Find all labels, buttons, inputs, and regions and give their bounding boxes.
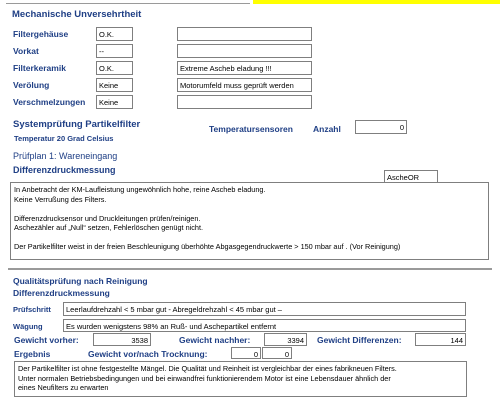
section-title-systempruefung: Systemprüfung Partikelfilter — [13, 119, 141, 130]
section-title-mechanische: Mechanische Unversehrtheit — [12, 9, 142, 20]
notes-line: In Anbetracht der KM-Laufleistung ungewöhnlich hohe, reine Ascheb eladung. — [14, 185, 266, 194]
pruefplan-label: Prüfplan 1: Wareneingang — [13, 151, 118, 161]
value-verschmelzungen[interactable]: Keine — [96, 95, 133, 109]
notes-line: Keine Verrußung des Filters. — [14, 194, 107, 204]
label-vorkat: Vorkat — [13, 46, 39, 56]
code-field[interactable]: AscheOR — [384, 170, 438, 183]
trocknung-nach-field[interactable]: 0 — [262, 347, 292, 359]
label-verschmelzungen: Verschmelzungen — [13, 97, 86, 107]
gewicht-vorher-field[interactable]: 3538 — [93, 333, 151, 346]
pruefschritt-label: Prüfschritt — [13, 305, 51, 314]
temperatursensoren-label: Temperatursensoren — [209, 124, 293, 134]
notes-textarea[interactable] — [10, 182, 489, 260]
gewicht-nachher-label: Gewicht nachher: — [179, 335, 251, 345]
top-highlight-bar — [253, 0, 500, 4]
value-vorkat[interactable]: -- — [96, 44, 133, 58]
section-title-qualitaet: Qualitätsprüfung nach Reinigung — [13, 276, 148, 286]
comment-filterkeramik[interactable]: Extreme Ascheb eladung !!! — [177, 61, 312, 75]
comment-vorkat[interactable] — [177, 44, 312, 58]
ergebnis-label: Ergebnis — [14, 349, 51, 359]
comment-veroelung[interactable]: Motorumfeld muss geprüft werden — [177, 78, 312, 92]
label-filtergehaeuse: Filtergehäuse — [13, 29, 69, 39]
label-filterkeramik: Filterkeramik — [13, 63, 66, 73]
top-left-line — [6, 3, 250, 4]
anzahl-label: Anzahl — [313, 124, 341, 134]
comment-filtergehaeuse[interactable] — [177, 27, 312, 41]
section-separator — [8, 268, 492, 270]
trocknung-vor-field[interactable]: 0 — [231, 347, 261, 359]
notes-line: Aschezähler auf „Null“ setzen, Fehlerlöschen genügt nicht. — [14, 223, 204, 232]
comment-verschmelzungen[interactable] — [177, 95, 312, 109]
label-veroelung: Verölung — [13, 80, 50, 90]
gewicht-nachher-field[interactable]: 3394 — [264, 333, 307, 346]
result-line: Unter normalen Betriebsbedingungen und bei einwandfrei funktionierendem Motor ist eine Lebensdauer ähnlich der — [18, 373, 391, 383]
value-veroelung[interactable]: Keine — [96, 78, 133, 92]
result-textarea[interactable] — [14, 361, 467, 397]
pruefschritt-field[interactable]: Leerlaufdrehzahl < 5 mbar gut - Abregeldrehzahl < 45 mbar gut – — [63, 302, 466, 316]
notes-line — [14, 204, 485, 214]
gewicht-vorher-label: Gewicht vorher: — [14, 335, 79, 345]
notes-line — [14, 233, 485, 243]
anzahl-field[interactable]: 0 — [355, 120, 407, 134]
quality-differenzdruck-title: Differenzdruckmessung — [13, 288, 110, 298]
waegung-label: Wägung — [13, 322, 43, 331]
gewicht-differenzen-field[interactable]: 144 — [415, 333, 466, 346]
notes-line: Differenzdrucksensor und Druckleitungen prüfen/reinigen. — [14, 213, 201, 223]
differenzdruck-title: Differenzdruckmessung — [13, 165, 116, 175]
waegung-field[interactable]: Es wurden wenigstens 98% an Ruß- und Aschepartikel entfernt — [63, 319, 466, 332]
result-line: eines Neufilters zu erwarten — [18, 383, 109, 392]
value-filterkeramik[interactable]: O.K. — [96, 61, 133, 75]
temperature-subtitle: Temperatur 20 Grad Celsius — [14, 134, 114, 143]
result-line: Der Partikelfilter ist ohne festgestellte Mängel. Die Qualität und Reinheit ist vergleichbar der eines fabrikneuen Filters. — [18, 364, 397, 373]
gewicht-differenzen-label: Gewicht Differenzen: — [317, 335, 402, 345]
value-filtergehaeuse[interactable]: O.K. — [96, 27, 133, 41]
notes-line: Der Partikelfilter weist in der freien Beschleunigung überhöhte Abgasgegendruckwerte > 150 mbar auf . (Vor Reinigung) — [14, 242, 401, 251]
trocknung-label: Gewicht vor/nach Trocknung: — [88, 349, 208, 359]
